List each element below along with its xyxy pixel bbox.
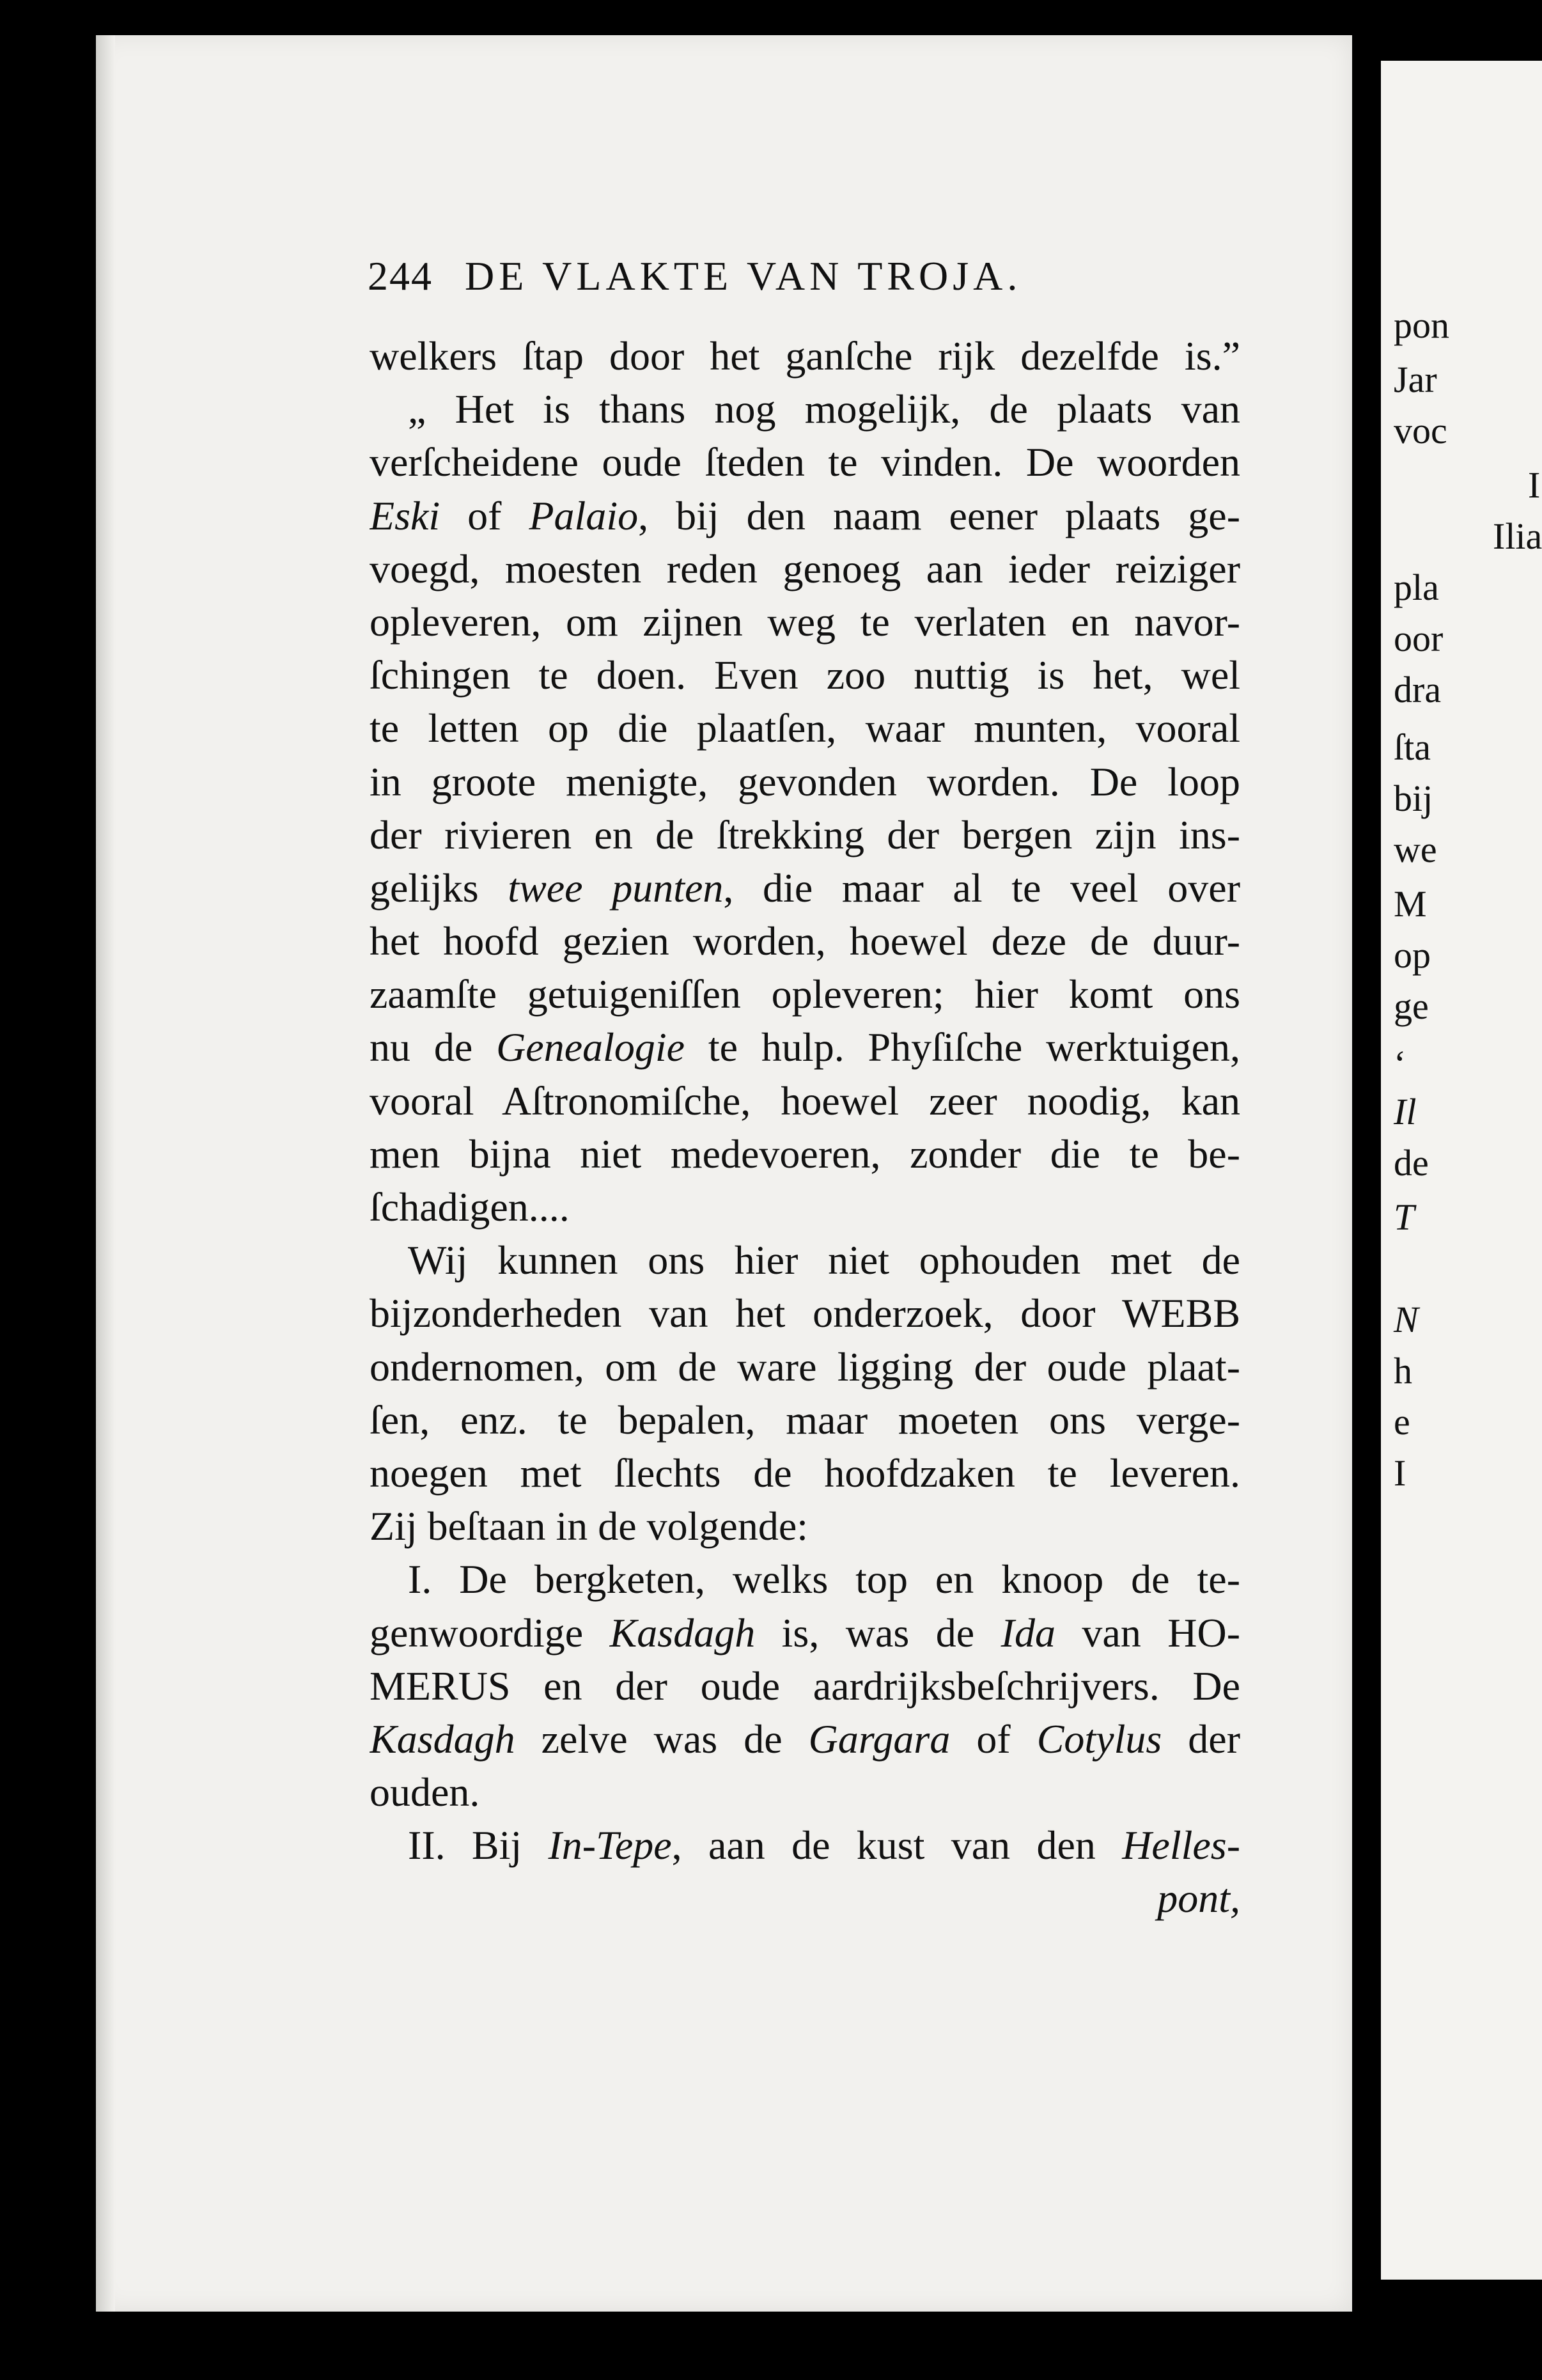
text-line: ſchingen te doen. Even zoo nuttig is het, wel	[370, 652, 1240, 698]
facing-fragment: dra	[1394, 669, 1442, 710]
facing-fragment: N	[1394, 1299, 1419, 1340]
italic-term: Gargara	[808, 1716, 951, 1762]
facing-fragment: T	[1394, 1196, 1415, 1238]
text-line: ouden.	[370, 1769, 480, 1815]
facing-fragment: ge	[1394, 985, 1429, 1027]
facing-fragment: M	[1394, 883, 1427, 925]
text-line: gelijks twee punten, die maar al te veel over	[370, 865, 1240, 911]
text-line: ſchadigen....	[370, 1184, 570, 1230]
facing-fragment: I	[1394, 1452, 1406, 1494]
text-line: zaamſte getuigeniſſen opleveren; hier komt ons	[370, 971, 1240, 1017]
text-line: bijzonderheden van het onderzoek, door WEBB	[370, 1290, 1240, 1336]
text-line: „ Het is thans nog mogelijk, de plaats van	[408, 386, 1240, 432]
italic-term: In-Tepe	[548, 1822, 672, 1868]
italic-term: Helles-	[1122, 1822, 1240, 1868]
page-binding-edge	[96, 35, 115, 2312]
facing-fragment: bij	[1394, 778, 1433, 819]
italic-term: Kasdagh	[609, 1609, 756, 1656]
facing-fragment: oor	[1394, 618, 1444, 659]
text-line: Wij kunnen ons hier niet ophouden met de	[408, 1237, 1240, 1283]
facing-fragment: de	[1394, 1142, 1429, 1184]
text-line: vooral Aſtronomiſche, hoewel zeer noodig, kan	[370, 1077, 1240, 1123]
italic-term: Cotylus	[1036, 1716, 1162, 1762]
text-line: ſen, enz. te bepalen, maar moeten ons verge-	[370, 1397, 1240, 1443]
text-line: verſcheidene oude ſteden te vinden. De woorden	[370, 439, 1240, 485]
facing-fragment: h	[1394, 1350, 1412, 1391]
text-line: men bijna niet medevoeren, zonder die te be-	[370, 1131, 1240, 1177]
running-title: DE VLAKTE VAN TROJA.	[465, 253, 1022, 299]
text-line: Kasdagh zelve was de Gargara of Cotylus der	[370, 1716, 1240, 1762]
italic-term: Kasdagh	[370, 1716, 515, 1762]
text-line: noegen met ſlechts de hoofdzaken te leveren.	[370, 1450, 1240, 1496]
text-line: te letten op die plaatſen, waar munten, vooral	[370, 705, 1240, 751]
facing-fragment: ‘	[1394, 1043, 1406, 1084]
italic-term: Ida	[1001, 1609, 1055, 1656]
italic-term: twee punten	[508, 865, 724, 911]
text-line: II. Bij In-Tepe, aan de kust van den Helles-	[408, 1822, 1240, 1868]
facing-fragment: pon	[1394, 304, 1449, 346]
text-line: nu de Genealogie te hulp. Phyſiſche werktuigen,	[370, 1024, 1240, 1070]
text-line: genwoordige Kasdagh is, was de Ida van HO-	[370, 1609, 1240, 1656]
facing-fragment: I	[1528, 464, 1541, 506]
facing-page	[1381, 61, 1542, 2280]
italic-term: pont,	[1157, 1875, 1240, 1922]
text-line: voegd, moesten reden genoeg aan ieder reiziger	[370, 545, 1240, 591]
catchword	[370, 1872, 1240, 1925]
italic-term: Palaio	[529, 492, 639, 538]
facing-fragment: op	[1394, 934, 1431, 976]
text-line: I. De bergketen, welks top en knoop de te-	[408, 1556, 1240, 1602]
running-header	[368, 253, 1433, 300]
text-line: MERUS en der oude aardrijksbeſchrijvers. De	[370, 1663, 1240, 1709]
italic-term: Genealogie	[496, 1024, 685, 1070]
facing-fragment: e	[1394, 1401, 1410, 1443]
text-line: Zij beſtaan in de volgende:	[370, 1503, 808, 1549]
page-number: 244	[368, 253, 433, 299]
facing-fragment: voc	[1394, 410, 1447, 451]
text-line: in groote menigte, gevonden worden. De loop	[370, 758, 1240, 804]
facing-fragment: we	[1394, 829, 1437, 870]
text-line: ondernomen, om de ware ligging der oude plaat-	[370, 1343, 1240, 1390]
facing-fragment: pla	[1394, 567, 1439, 608]
text-line: het hoofd gezien worden, hoewel deze de duur-	[370, 918, 1240, 964]
text-line: opleveren, om zijnen weg te verlaten en navor-	[370, 599, 1240, 645]
facing-fragment: Ilia	[1493, 515, 1542, 557]
text-line: der rivieren en de ſtrekking der bergen zijn ins-	[370, 811, 1240, 857]
body-text	[370, 329, 1240, 1925]
facing-fragment: Jar	[1394, 359, 1437, 400]
facing-fragment: ſta	[1394, 726, 1431, 768]
italic-term: Eski	[370, 492, 440, 538]
text-line: welkers ſtap door het ganſche rijk dezelfde is.”	[370, 333, 1240, 379]
text-line: Eski of Palaio, bij den naam eener plaats ge-	[370, 492, 1240, 538]
facing-fragment: Il	[1394, 1091, 1417, 1132]
